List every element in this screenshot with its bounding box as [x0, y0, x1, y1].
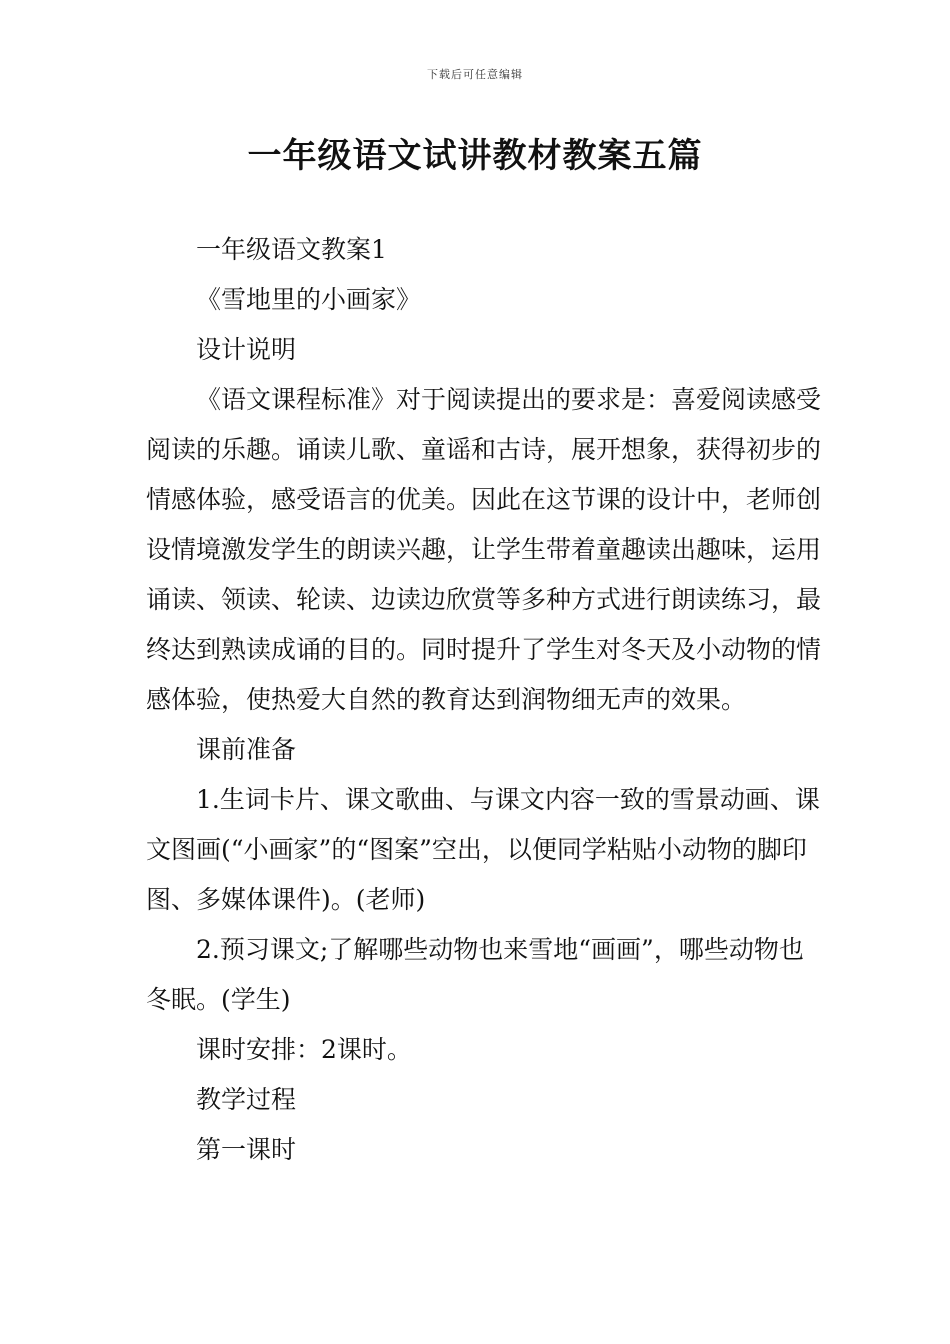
paragraph-prep-item-2: 2.预习课文;了解哪些动物也来雪地“画画”，哪些动物也冬眠。(学生) [146, 935, 804, 1014]
paragraph-design-body: 《语文课程标准》对于阅读提出的要求是：喜爱阅读感受阅读的乐趣。诵读儿歌、童谣和古诗，展开想象，获得初步的情感体验，感受语言的优美。因此在这节课的设计中，老师创设情境激发学生的朗读兴趣，让学生带着童趣读出趣味，运用诵读、领读、轮读、边读边欣赏等多种方式进行朗读练习，最终达到熟读成诵的目的。同时提升了学生对冬天及小动物的情感体验，使热爱大自然的教育达到润物细无声的效果。 [146, 385, 822, 714]
paragraph-lesson-title: 《雪地里的小画家》 [196, 285, 422, 314]
document-title: 一年级语文试讲教材教案五篇 [247, 136, 703, 176]
paragraph-process-heading: 教学过程 [196, 1085, 297, 1114]
header-note: 下载后可任意编辑 [427, 68, 523, 81]
paragraph-lesson-heading: 一年级语文教案1 [196, 235, 387, 264]
paragraph-first-lesson: 第一课时 [196, 1135, 297, 1164]
paragraph-design-heading: 设计说明 [196, 335, 297, 364]
paragraph-schedule: 课时安排：2课时。 [196, 1035, 412, 1064]
paragraph-prep-item-1: 1.生词卡片、课文歌曲、与课文内容一致的雪景动画、课文图画(“小画家”的“图案”空出，以便同学粘贴小动物的脚印图、多媒体课件)。(老师) [146, 785, 820, 914]
document-body [146, 225, 826, 1175]
paragraph-prep-heading: 课前准备 [196, 735, 297, 764]
